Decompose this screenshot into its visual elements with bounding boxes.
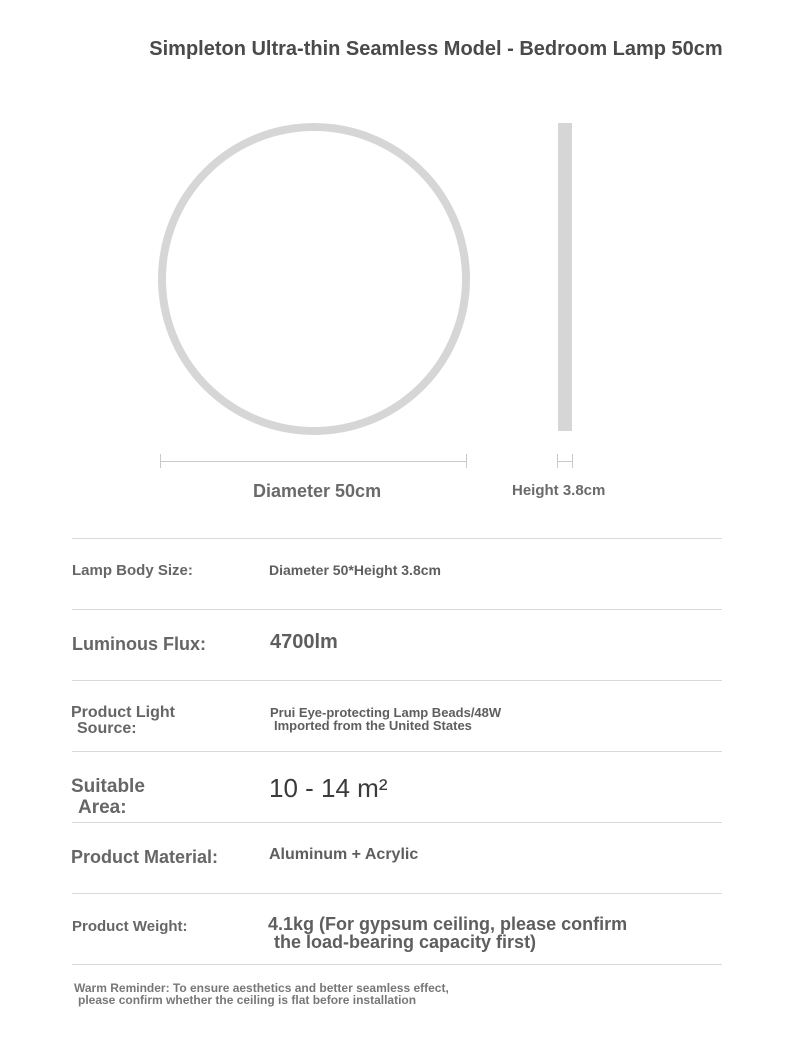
light-source-label-line2: Source:	[77, 720, 137, 737]
weight-value-line2: the load-bearing capacity first)	[274, 932, 537, 952]
weight-label: Product Weight:	[72, 918, 188, 935]
light-source-value-line2: Imported from the United States	[274, 718, 472, 733]
divider	[72, 538, 722, 539]
area-label-line1: Suitable	[71, 776, 145, 797]
body-size-value: Diameter 50*Height 3.8cm	[269, 562, 441, 578]
area-label-line2: Area:	[78, 797, 127, 818]
height-label: Height 3.8cm	[512, 482, 606, 499]
divider	[72, 893, 722, 894]
material-value: Aluminum + Acrylic	[269, 846, 419, 863]
flux-label: Luminous Flux:	[72, 634, 206, 654]
diameter-dimension-line	[160, 461, 467, 462]
weight-value-line1: 4.1kg (For gypsum ceiling, please confirm	[268, 914, 628, 934]
flux-value: 4700lm	[270, 631, 338, 653]
body-size-label: Lamp Body Size:	[72, 562, 193, 579]
material-label: Product Material:	[71, 847, 219, 867]
divider	[72, 609, 722, 610]
diameter-right-tick	[466, 454, 467, 468]
height-dimension-line	[557, 461, 573, 462]
divider	[72, 680, 722, 681]
area-value: 10 - 14 m²	[269, 773, 388, 803]
light-source-label-line1: Product Light	[71, 704, 175, 721]
light-source-value-line1: Prui Eye-protecting Lamp Beads/48W	[270, 705, 502, 720]
height-right-tick	[572, 454, 573, 468]
divider	[72, 822, 722, 823]
reminder-line1: Warm Reminder: To ensure aesthetics and better seamless effect,	[74, 981, 449, 995]
page-title: Simpleton Ultra-thin Seamless Model - Bedroom Lamp 50cm	[149, 38, 723, 60]
lamp-front-view	[158, 123, 470, 435]
lamp-side-view	[558, 123, 572, 431]
diameter-label: Diameter 50cm	[253, 481, 382, 501]
reminder-line2: please confirm whether the ceiling is flat before installation	[78, 993, 417, 1007]
divider	[72, 751, 722, 752]
divider	[72, 964, 722, 965]
